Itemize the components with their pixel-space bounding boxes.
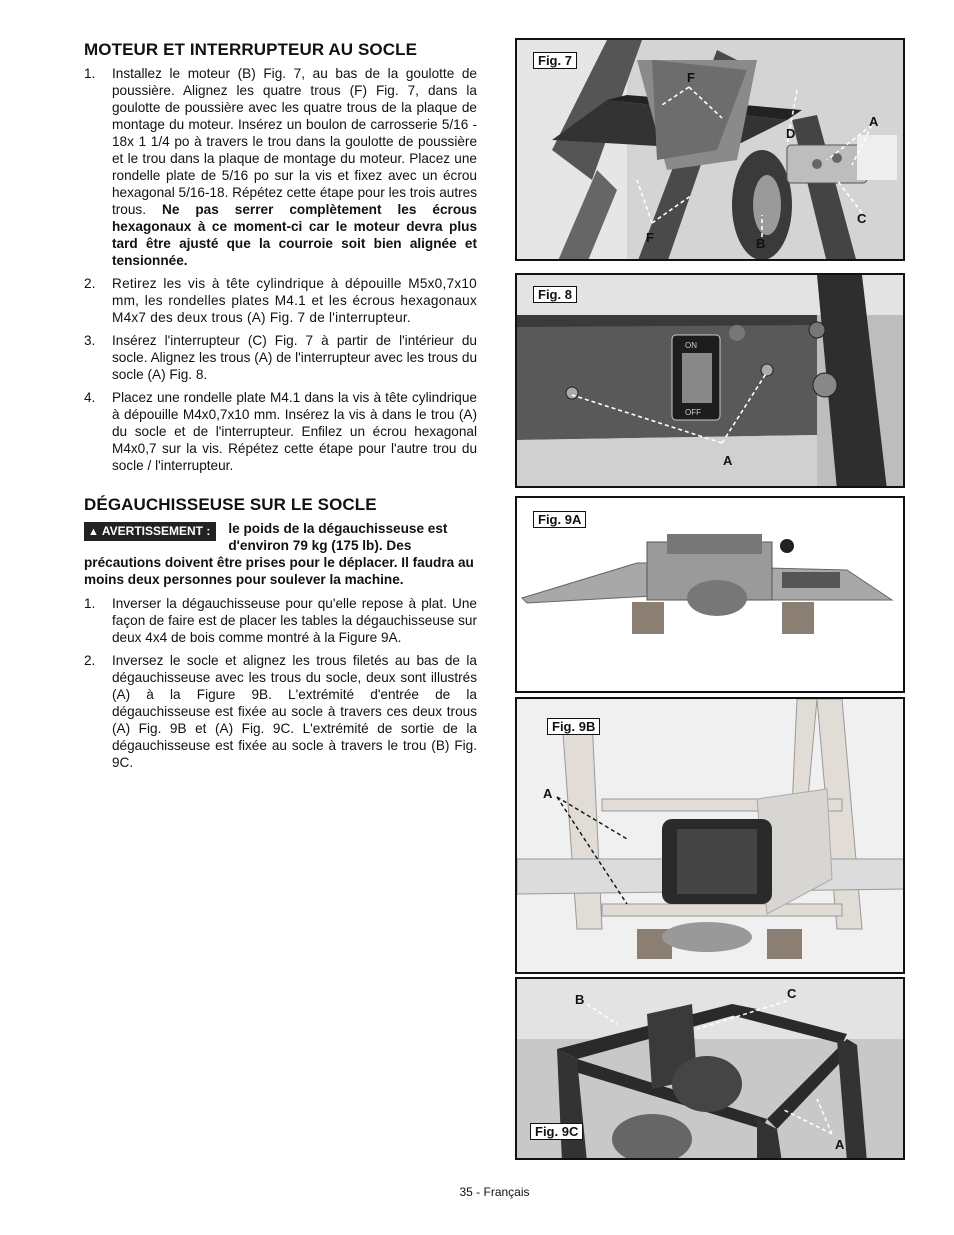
callout-a: A xyxy=(543,786,553,801)
figure-9c xyxy=(515,977,905,1160)
figure-9b-photo xyxy=(517,699,905,974)
callout-b: B xyxy=(575,992,585,1007)
callout-f: F xyxy=(646,230,654,245)
callout-a: A xyxy=(869,114,879,129)
figure-7-photo xyxy=(517,40,905,261)
switch-on-label: ON xyxy=(685,341,697,350)
figure-label: Fig. 9A xyxy=(533,511,586,528)
list-item: 3. Insérez l'interrupteur (C) Fig. 7 à partir de l'intérieur du socle. Alignez les trous (A) de l'interrupteur avec les trous du socle (A) Fig. 8. xyxy=(84,333,477,382)
warning-triangle-icon: ▲ xyxy=(88,526,99,538)
jointer-steps xyxy=(84,595,477,771)
callout-a: A xyxy=(835,1137,845,1152)
section-title-motor: MOTEUR ET INTERRUPTEUR AU SOCLE xyxy=(84,40,418,59)
figure-7 xyxy=(515,38,905,261)
list-item: 1. Installez le moteur (B) Fig. 7, au bas de la goulotte de poussière. Alignez les quatre trous (F) Fig. 7, dans la goulotte de poussière avec les quatre trous de la plaque de montage du moteur. Insérez un boulon de carrosserie 5/16 - 18x 1 1/4 po à travers le trou dans la goulotte de poussière et le trou dans la plaque de montage du moteur. Placez une rondelle plate de 5/16 po sur la vis et fixez avec un écrou hexagonal 5/16-18. Répétez cette étape pour les trois autres trous. Ne pas serrer complètement les écrous hexagonaux à ce moment-ci car le moteur devra plus tard être ajusté que la courroie soit bien alignée et tensionnée. xyxy=(84,66,478,268)
section-title-jointer: DÉGAUCHISSEUSE SUR LE SOCLE xyxy=(84,495,377,514)
list-item: 1. Inverser la dégauchisseuse pour qu'elle repose à plat. Une façon de faire est de placer les tables la dégauchisseuse sur deux 4x4 de bois comme montré à la Figure 9A. xyxy=(84,596,477,645)
switch-off-label: OFF xyxy=(685,408,701,417)
text-column xyxy=(84,40,477,777)
callout-f: F xyxy=(687,70,695,85)
figure-label: Fig. 7 xyxy=(533,52,577,69)
callout-c: C xyxy=(857,211,867,226)
page-footer: 35 - Français xyxy=(459,1185,530,1199)
figure-label: Fig. 9C xyxy=(530,1123,583,1140)
figure-9b xyxy=(515,697,905,974)
motor-steps xyxy=(84,65,477,474)
warning-block: ▲ AVERTISSEMENT : le poids de la dégauchisseuse est d'environ 79 kg (175 lb). Des précautions doivent être prises pour le déplacer. Il faudra au moins deux personnes pour soulever la machine. xyxy=(84,521,474,587)
callout-b: B xyxy=(756,236,766,251)
callout-a: A xyxy=(723,453,733,468)
list-item: 2. Inversez le socle et alignez les trous filetés au bas de la dégauchisseuse avec les trous du socle, deux sont illustrés (A) à la Figure 9B. L'extrémité d'entrée de la dégauchisseuse est fixée au socle à travers ces deux trous (A) Fig. 9B et (A) Fig. 9C. L'extrémité de sortie de la dégauchisseuse est fixée au socle à travers le trou (B) Fig. 9C. xyxy=(84,653,477,770)
list-item: 2. Retirez les vis à tête cylindrique à dépouille M5x0,7x10 mm, les rondelles plates M4.1 et les écrous hexagonaux M4x7 des deux trous (A) Fig. 7 de l'interrupteur. xyxy=(84,276,477,325)
figure-label: Fig. 8 xyxy=(533,286,577,303)
callout-d: D xyxy=(786,126,796,141)
list-item: 4. Placez une rondelle plate M4.1 dans la vis à tête cylindrique à dépouille M4x0,7x10 mm. Insérez la vis à dans le trou (A) du socle et de l'interrupteur. Enfilez un écrou hexagonal M4x0,7 sur la vis. Répétez cette étape pour l'autre trou du socle / l'interrupteur. xyxy=(84,390,477,473)
figure-9a xyxy=(515,496,905,693)
warning-badge: ▲ AVERTISSEMENT : xyxy=(84,522,216,541)
figure-label: Fig. 9B xyxy=(547,718,600,735)
callout-c: C xyxy=(787,986,797,1001)
figure-8-photo xyxy=(517,275,905,488)
figure-8 xyxy=(515,273,905,488)
